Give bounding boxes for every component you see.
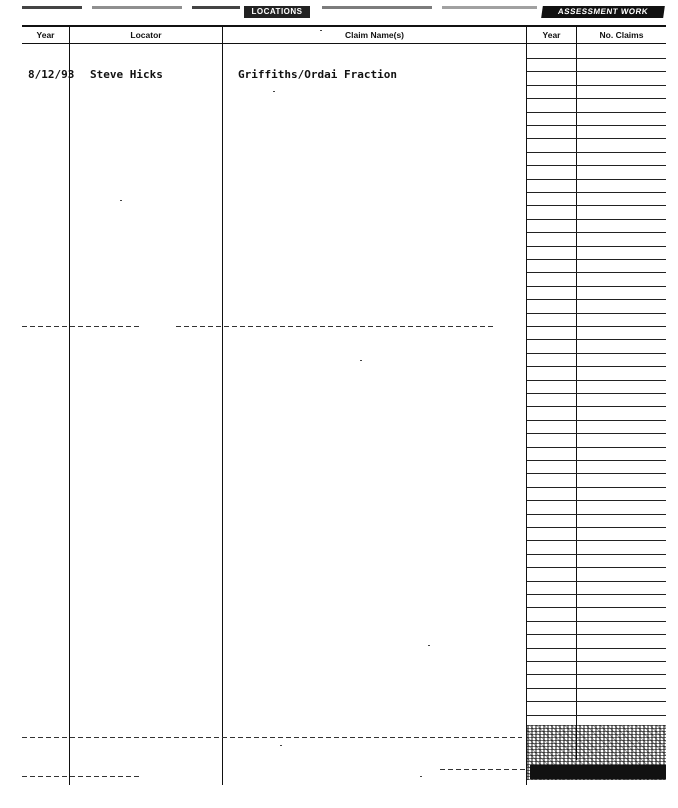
assessment-row-rule: [527, 112, 666, 113]
assessment-row-rule: [527, 514, 666, 515]
assessment-row-rule: [527, 621, 666, 622]
scan-speck: [428, 645, 430, 646]
assessment-row-rule: [527, 366, 666, 367]
assessment-row-rule: [527, 380, 666, 381]
assessment-row-rule: [527, 554, 666, 555]
header-bottom-rule: [22, 43, 666, 44]
scan-dash-line: [440, 769, 525, 770]
assessment-row-rule: [527, 661, 666, 662]
assessment-row-rule: [527, 272, 666, 273]
assessment-row-rule: [527, 85, 666, 86]
column-header-claim-names: Claim Name(s): [344, 30, 405, 40]
column-rule-locator: [222, 25, 223, 785]
assessment-row-rule: [527, 701, 666, 702]
scan-dash-line: [22, 737, 522, 738]
column-header-no-claims: No. Claims: [599, 30, 644, 40]
assessment-row-rule: [527, 286, 666, 287]
assessment-row-rule: [527, 58, 666, 59]
assessment-row-rule: [527, 259, 666, 260]
assessment-row-rule: [527, 299, 666, 300]
assessment-row-rule: [527, 179, 666, 180]
assessment-row-rule: [527, 246, 666, 247]
assessment-row-rule: [527, 688, 666, 689]
assessment-row-rule: [527, 219, 666, 220]
assessment-row-rule: [527, 634, 666, 635]
scan-dash-line: [22, 326, 142, 327]
scan-speck: [120, 200, 122, 201]
column-header-year: Year: [36, 30, 55, 40]
assessment-row-rule: [527, 326, 666, 327]
scan-dash-line: [22, 776, 142, 777]
entry-year: 8/12/93: [28, 68, 75, 81]
assessment-row-rule: [527, 313, 666, 314]
assessment-row-rule: [527, 393, 666, 394]
assessment-row-rule: [527, 473, 666, 474]
column-rule-claims: [526, 25, 527, 785]
assessment-row-rule: [527, 567, 666, 568]
assessment-row-rule: [527, 125, 666, 126]
column-header-locator: Locator: [130, 30, 162, 40]
assessment-row-rule: [527, 420, 666, 421]
assessment-row-rule: [527, 353, 666, 354]
assessment-row-rule: [527, 192, 666, 193]
header-top-rule: [22, 25, 666, 27]
entry-claim-name: Griffiths/Ordai Fraction: [238, 68, 397, 81]
assessment-row-rule: [527, 581, 666, 582]
assessment-row-rule: [527, 607, 666, 608]
column-header-assessment-year: Year: [542, 30, 561, 40]
assessment-row-rule: [527, 594, 666, 595]
scan-speck: [273, 91, 275, 92]
assessment-row-rule: [527, 648, 666, 649]
scan-speck: [280, 745, 282, 746]
scan-speck: [360, 360, 362, 361]
scan-dash-line: [176, 326, 494, 327]
assessment-row-rule: [527, 165, 666, 166]
assessment-row-rule: [527, 433, 666, 434]
locations-banner: LOCATIONS: [244, 6, 310, 18]
assessment-work-banner: ASSESSMENT WORK: [541, 6, 665, 18]
assessment-row-rule: [527, 406, 666, 407]
column-rule-year: [69, 25, 70, 785]
entry-locator: Steve Hicks: [90, 68, 163, 81]
assessment-row-rule: [527, 138, 666, 139]
assessment-row-rule: [527, 500, 666, 501]
assessment-row-rule: [527, 487, 666, 488]
assessment-row-rule: [527, 527, 666, 528]
assessment-row-rule: [527, 152, 666, 153]
assessment-row-rule: [527, 71, 666, 72]
assessment-row-rule: [527, 205, 666, 206]
scan-speck: [420, 776, 422, 777]
assessment-row-rule: [527, 232, 666, 233]
assessment-row-rule: [527, 339, 666, 340]
assessment-row-rule: [527, 447, 666, 448]
assessment-row-rule: [527, 674, 666, 675]
assessment-row-rule: [527, 540, 666, 541]
assessment-row-rule: [527, 715, 666, 716]
assessment-row-rule: [527, 460, 666, 461]
assessment-row-rule: [527, 98, 666, 99]
scan-speck: [320, 30, 322, 31]
scan-noise-bar: [530, 765, 666, 779]
